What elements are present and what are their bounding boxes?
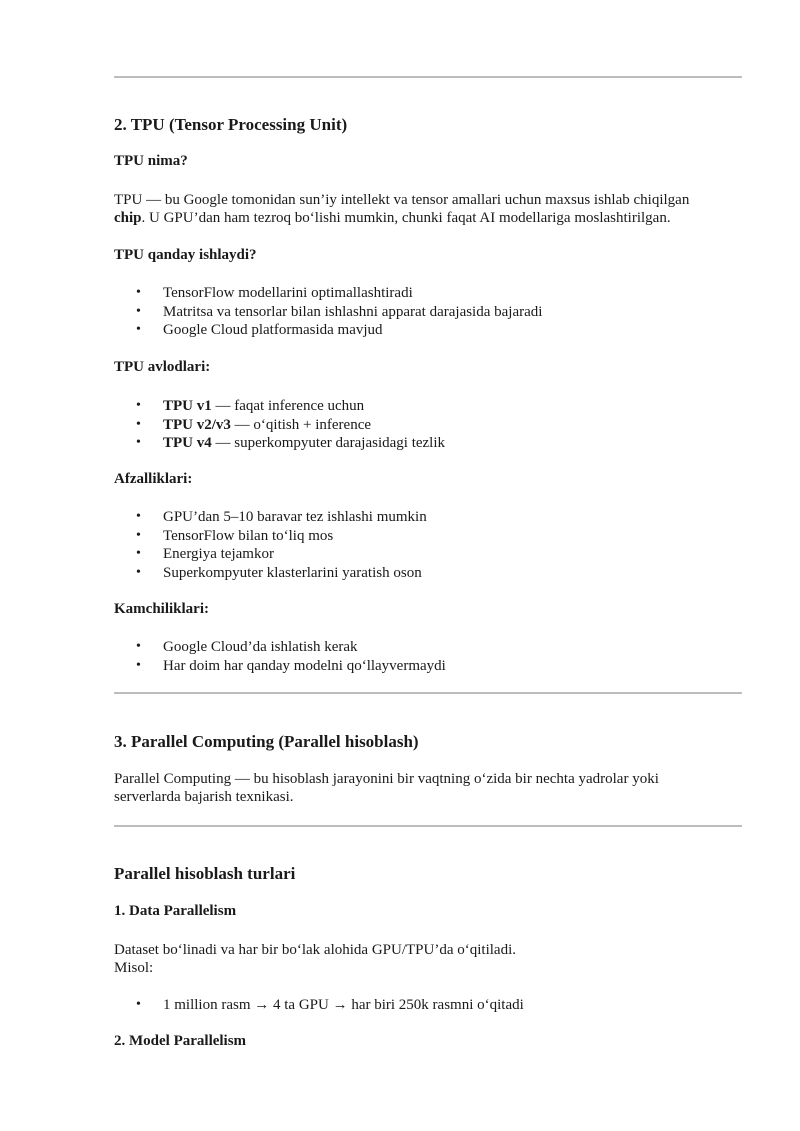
bullet-icon: • xyxy=(136,435,141,450)
bullet-icon: • xyxy=(136,657,141,673)
list-item: • TPU v1 — faqat inference uchun xyxy=(136,398,365,414)
subheading-model-parallelism: 2. Model Parallelism xyxy=(114,1033,247,1049)
bullet-icon: • xyxy=(136,997,141,1012)
bullet-icon: • xyxy=(136,509,141,524)
divider-top xyxy=(114,76,742,78)
bullet-icon: • xyxy=(136,398,141,413)
list-how xyxy=(114,284,542,340)
bullet-icon: • xyxy=(136,546,141,561)
list-generations xyxy=(114,397,445,453)
list-item: • Google Cloud’da ishlatish kerak xyxy=(136,639,358,655)
list-item: • Superkompyuter klasterlarini yaratish oson xyxy=(136,564,422,581)
subheading-data-parallelism: 1. Data Parallelism xyxy=(114,903,237,919)
bullet-icon: • xyxy=(136,416,141,432)
list-item: • Matritsa va tensorlar bilan ishlashni apparat darajasida bajaradi xyxy=(136,303,543,320)
subheading-afzalliklari: Afzalliklari: xyxy=(114,471,193,487)
paragraph-data-parallelism xyxy=(114,941,742,977)
paragraph-text-part-1: TPU — bu Google tomonidan sun’iy intellekt va tensor amallari uchun maxsus ishlab chiqilgan xyxy=(114,192,690,208)
subheading-tpu-nima: TPU nima? xyxy=(114,153,188,169)
subheading-kamchiliklari: Kamchiliklari: xyxy=(114,601,209,617)
list-item: • TensorFlow bilan to‘liq mos xyxy=(136,527,334,544)
list-item: • Energiya tejamkor xyxy=(136,546,274,562)
paragraph-bold-chip: chip xyxy=(114,210,142,226)
bullet-icon: • xyxy=(136,322,141,337)
bullet-icon: • xyxy=(136,303,141,319)
bullet-icon: • xyxy=(136,639,141,654)
divider-after-tpu xyxy=(114,692,742,694)
bullet-icon: • xyxy=(136,564,141,580)
bullet-icon: • xyxy=(136,285,141,300)
bullet-icon: • xyxy=(136,527,141,543)
section-heading-types: Parallel hisoblash turlari xyxy=(114,864,296,883)
list-disadvantages xyxy=(114,638,446,675)
list-item: • TPU v2/v3 — o‘qitish + inference xyxy=(136,416,372,433)
list-item: • 1 million rasm → 4 ta GPU → har biri 250k rasmni o‘qitadi xyxy=(136,997,524,1013)
list-item: • GPU’dan 5–10 baravar tez ishlashi mumkin xyxy=(136,509,427,525)
paragraph-parallel-definition: Parallel Computing — bu hisoblash jarayonini bir vaqtning o‘zida bir nechta yadrolar yoki serverlarda bajarish texnikasi. xyxy=(114,771,659,805)
subheading-tpu-avlodlari: TPU avlodlari: xyxy=(114,359,211,375)
list-item: • Har doim har qanday modelni qo‘llayvermaydi xyxy=(136,657,446,674)
list-item: • Google Cloud platformasida mavjud xyxy=(136,322,383,338)
data-parallelism-text: Dataset bo‘linadi va har bir bo‘lak alohida GPU/TPU’da o‘qitiladi. xyxy=(114,942,516,958)
subheading-tpu-qanday: TPU qanday ishlaydi? xyxy=(114,247,257,263)
list-item: • TPU v4 — superkompyuter darajasidagi tezlik xyxy=(136,435,446,451)
divider-after-parallel xyxy=(114,825,742,827)
paragraph-text-part-2: . U GPU’dan ham tezroq bo‘lishi mumkin, chunki faqat AI modellariga moslashtirilgan. xyxy=(141,210,671,226)
list-data-example xyxy=(114,996,524,1015)
section-heading-tpu: 2. TPU (Tensor Processing Unit) xyxy=(114,115,348,134)
misol-label: Misol: xyxy=(114,960,154,976)
paragraph-tpu-definition xyxy=(114,191,742,227)
section-heading-parallel: 3. Parallel Computing (Parallel hisoblash) xyxy=(114,732,419,751)
list-advantages xyxy=(114,508,427,582)
list-item: • TensorFlow modellarini optimallashtiradi xyxy=(136,285,413,301)
